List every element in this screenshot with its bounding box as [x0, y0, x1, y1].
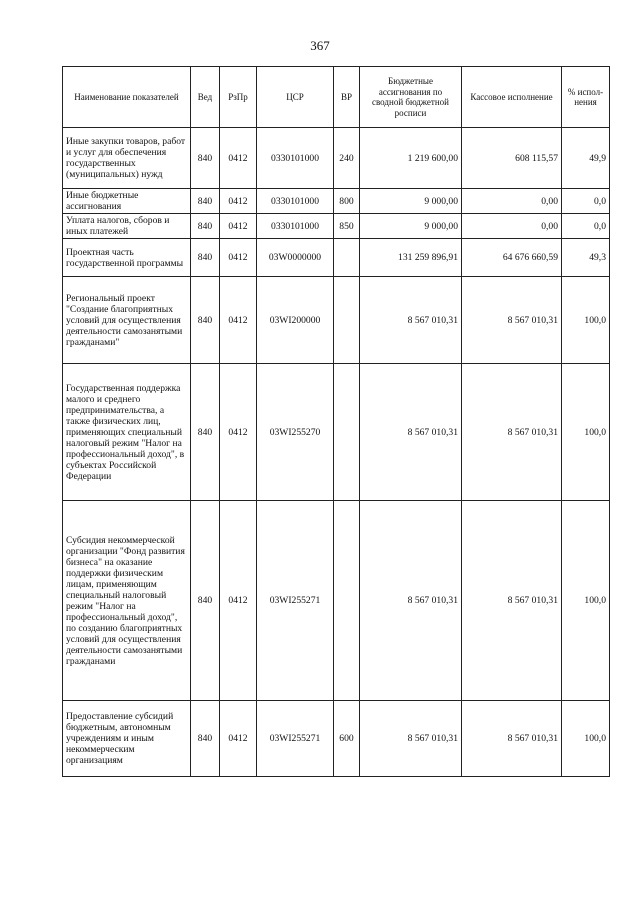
row-ved: 840 [191, 239, 220, 277]
row-pct: 49,9 [562, 128, 610, 189]
table-row [63, 501, 610, 701]
row-ved: 840 [191, 214, 220, 239]
row-budget: 8 567 010,31 [360, 277, 462, 364]
row-cash: 8 567 010,31 [462, 364, 562, 501]
row-name: Проектная часть государственной программы [63, 239, 191, 277]
row-ved: 840 [191, 189, 220, 214]
row-ved: 840 [191, 364, 220, 501]
row-rzpr: 0412 [220, 214, 257, 239]
row-csr: 03WI255271 [257, 501, 334, 701]
table-header-row [63, 67, 610, 128]
row-rzpr: 0412 [220, 128, 257, 189]
table-row [63, 277, 610, 364]
row-csr: 03WI255271 [257, 701, 334, 777]
row-name: Иные закупки товаров, работ и услуг для обеспечения государственных (муниципальных) нужд [63, 128, 191, 189]
row-ved: 840 [191, 501, 220, 701]
row-vr: 240 [334, 128, 360, 189]
row-csr: 0330101000 [257, 214, 334, 239]
header-budget: Бюджетные ассигнования по сводной бюджетной росписи [360, 67, 462, 128]
row-name: Предоставление субсидий бюджетным, автономным учреждениям и иным некоммерческим организациям [63, 701, 191, 777]
row-cash: 608 115,57 [462, 128, 562, 189]
row-name: Иные бюджетные ассигнования [63, 189, 191, 214]
row-vr [334, 501, 360, 701]
row-rzpr: 0412 [220, 701, 257, 777]
row-ved: 840 [191, 277, 220, 364]
row-rzpr: 0412 [220, 189, 257, 214]
row-pct: 100,0 [562, 701, 610, 777]
header-rzpr: РзПр [220, 67, 257, 128]
header-name: Наименование показателей [63, 67, 191, 128]
row-rzpr: 0412 [220, 364, 257, 501]
row-name: Субсидия некоммерческой организации "Фонд развития бизнеса" на оказание поддержки физическим лицам, применяющим специальный налоговый режим "Налог на профессиональный доход", по созданию благоприятных условий для осуществления деятельности самозанятыми гражданами [63, 501, 191, 701]
header-cash: Кассовое исполнение [462, 67, 562, 128]
row-cash: 8 567 010,31 [462, 501, 562, 701]
row-vr: 850 [334, 214, 360, 239]
row-budget: 8 567 010,31 [360, 701, 462, 777]
header-ved: Вед [191, 67, 220, 128]
page-number: 367 [310, 38, 330, 53]
row-pct: 49,3 [562, 239, 610, 277]
row-budget: 8 567 010,31 [360, 501, 462, 701]
row-name: Уплата налогов, сборов и иных платежей [63, 214, 191, 239]
row-pct: 0,0 [562, 214, 610, 239]
row-cash: 8 567 010,31 [462, 277, 562, 364]
row-vr: 800 [334, 189, 360, 214]
row-cash: 8 567 010,31 [462, 701, 562, 777]
row-csr: 03WI255270 [257, 364, 334, 501]
budget-table [62, 66, 610, 777]
row-pct: 100,0 [562, 501, 610, 701]
row-rzpr: 0412 [220, 239, 257, 277]
row-ved: 840 [191, 128, 220, 189]
row-budget: 9 000,00 [360, 214, 462, 239]
row-cash: 0,00 [462, 214, 562, 239]
row-csr: 0330101000 [257, 128, 334, 189]
row-budget: 8 567 010,31 [360, 364, 462, 501]
row-name: Региональный проект "Создание благоприятных условий для осуществления деятельности самозанятыми гражданами" [63, 277, 191, 364]
row-budget: 9 000,00 [360, 189, 462, 214]
row-name: Государственная поддержка малого и среднего предпринимательства, а также физических лиц, применяющих специальный налоговый режим "Налог на профессиональный доход", в субъектах Российской Федерации [63, 364, 191, 501]
row-rzpr: 0412 [220, 277, 257, 364]
row-pct: 0,0 [562, 189, 610, 214]
row-vr [334, 364, 360, 501]
row-vr [334, 277, 360, 364]
header-vr: ВР [334, 67, 360, 128]
row-cash: 0,00 [462, 189, 562, 214]
table-row [63, 214, 610, 239]
row-vr: 600 [334, 701, 360, 777]
row-pct: 100,0 [562, 364, 610, 501]
table-row [63, 239, 610, 277]
row-csr: 03W0000000 [257, 239, 334, 277]
table-row [63, 128, 610, 189]
row-budget: 1 219 600,00 [360, 128, 462, 189]
row-rzpr: 0412 [220, 501, 257, 701]
row-ved: 840 [191, 701, 220, 777]
header-pct: % испол-нения [562, 67, 610, 128]
table-row [63, 701, 610, 777]
row-csr: 03WI200000 [257, 277, 334, 364]
header-csr: ЦСР [257, 67, 334, 128]
table-row [63, 364, 610, 501]
row-csr: 0330101000 [257, 189, 334, 214]
table-row [63, 189, 610, 214]
row-cash: 64 676 660,59 [462, 239, 562, 277]
row-budget: 131 259 896,91 [360, 239, 462, 277]
row-vr [334, 239, 360, 277]
row-pct: 100,0 [562, 277, 610, 364]
